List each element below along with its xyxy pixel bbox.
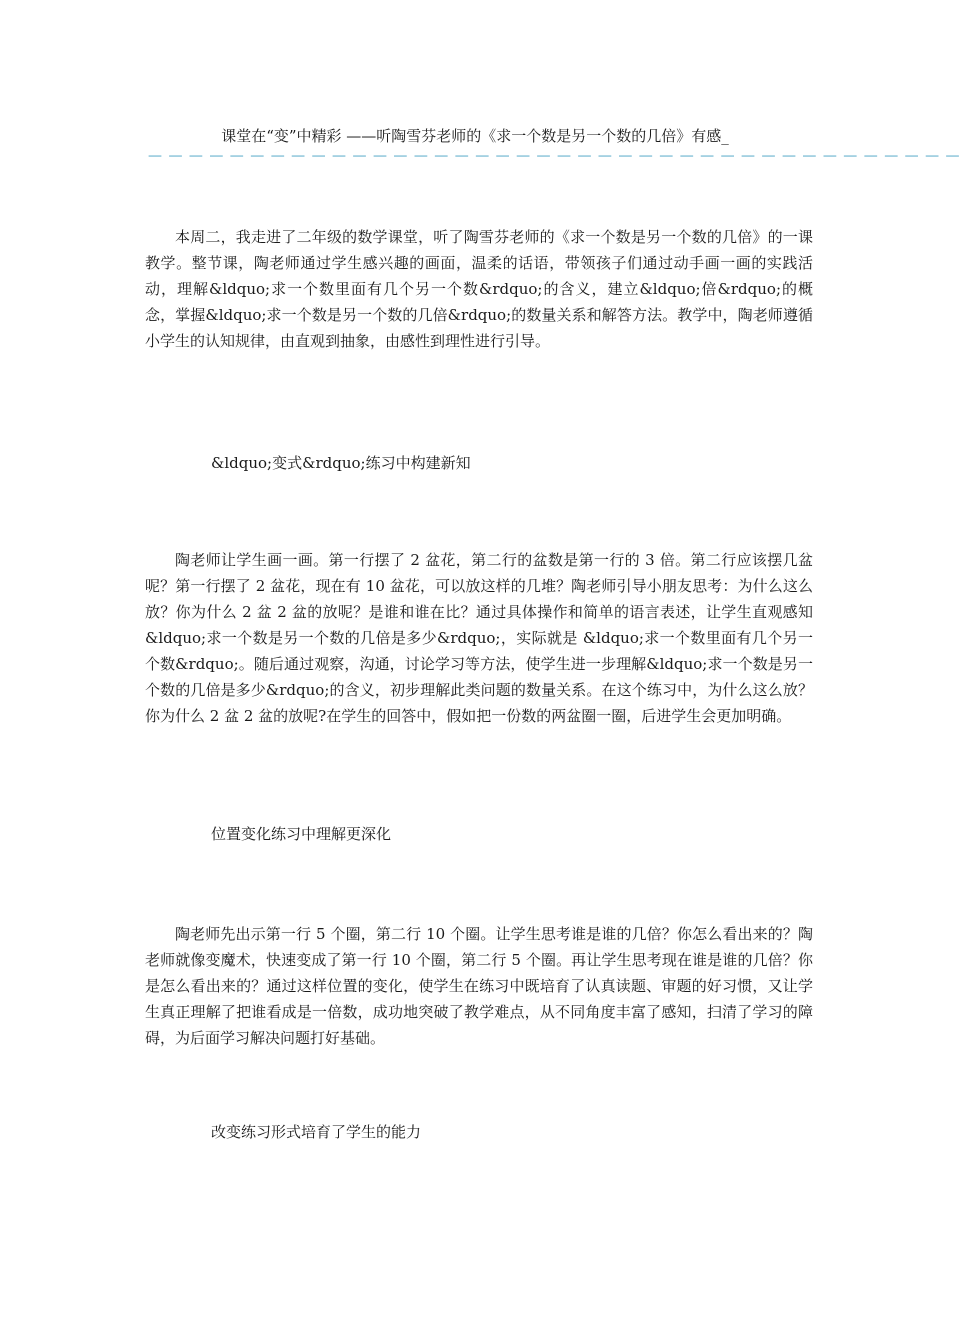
document-title: 课堂在“变”中精彩 ——听陶雪芬老师的《求一个数是另一个数的几倍》有感_ (221, 127, 729, 145)
paragraph-intro: 本周二，我走进了二年级的数学课堂，听了陶雪芬老师的《求一个数是另一个数的几倍》的一课教学。整节课，陶老师通过学生感兴趣的画面，温柔的话语，带领孩子们通过动手画一画的实践活动，理解&ldquo;求一个数里面有几个另一个数&rdquo;的含义，建立&ldquo;倍&rdquo;的概念，掌握&ldquo;求一个数是另一个数的几倍&rdquo;的数量关系和解答方法。教学中，陶老师遵循小学生的认知规律，由直观到抽象，由感性到理性进行引导。 (145, 228, 813, 350)
paragraph-section-2: 陶老师先出示第一行 5 个圈，第二行 10 个圈。让学生思考谁是谁的几倍？你怎么看出来的？陶老师就像变魔术，快速变成了第一行 10 个圈，第二行 5 个圈。再让学生思考现在谁是谁的几倍？你是怎么看出来的？通过这样位置的变化，使学生在练习中既培育了认真读题、审题的好习惯，又让学生真正理解了把谁看成是一倍数，成功地突破了教学难点，从不同角度丰富了感知，扫清了学习的障碍，为后面学习解决问题打好基础。 (145, 925, 813, 1047)
section-heading-3: 改变练习形式培育了学生的能力 (211, 1123, 422, 1141)
section-heading-1: &ldquo;变式&rdquo;练习中构建新知 (211, 454, 471, 472)
paragraph-section-1: 陶老师让学生画一画。第一行摆了 2 盆花，第二行的盆数是第一行的 3 倍。第二行应该摆几盆呢？第一行摆了 2 盆花，现在有 10 盆花，可以放这样的几堆？陶老师引导小朋友思考：为什么这么放？你为什么 2 盆 2 盆的放呢？是谁和谁在比？通过具体操作和简单的语言表述，让学生直观感知&ldquo;求一个数是另一个数的几倍是多少&rdquo;，实际就是 &ldquo;求一个数里面有几个另一个数&rdquo;。随后通过观察，沟通，讨论学习等方法，使学生进一步理解&ldquo;求一个数是另一个数的几倍是多少&rdquo;的含义，初步理解此类问题的数量关系。在这个练习中，为什么这么放？你为什么 2 盆 2 盆的放呢?在学生的回答中，假如把一份数的两盆圈一圈，后进学生会更加明确。 (145, 551, 813, 725)
section-heading-2: 位置变化练习中理解更深化 (211, 825, 392, 843)
title-dashed-rule: — — — — — — — — — — — — — — — — — — — — — — — — — — — — — — — — — — — — — — — — (148, 148, 961, 164)
